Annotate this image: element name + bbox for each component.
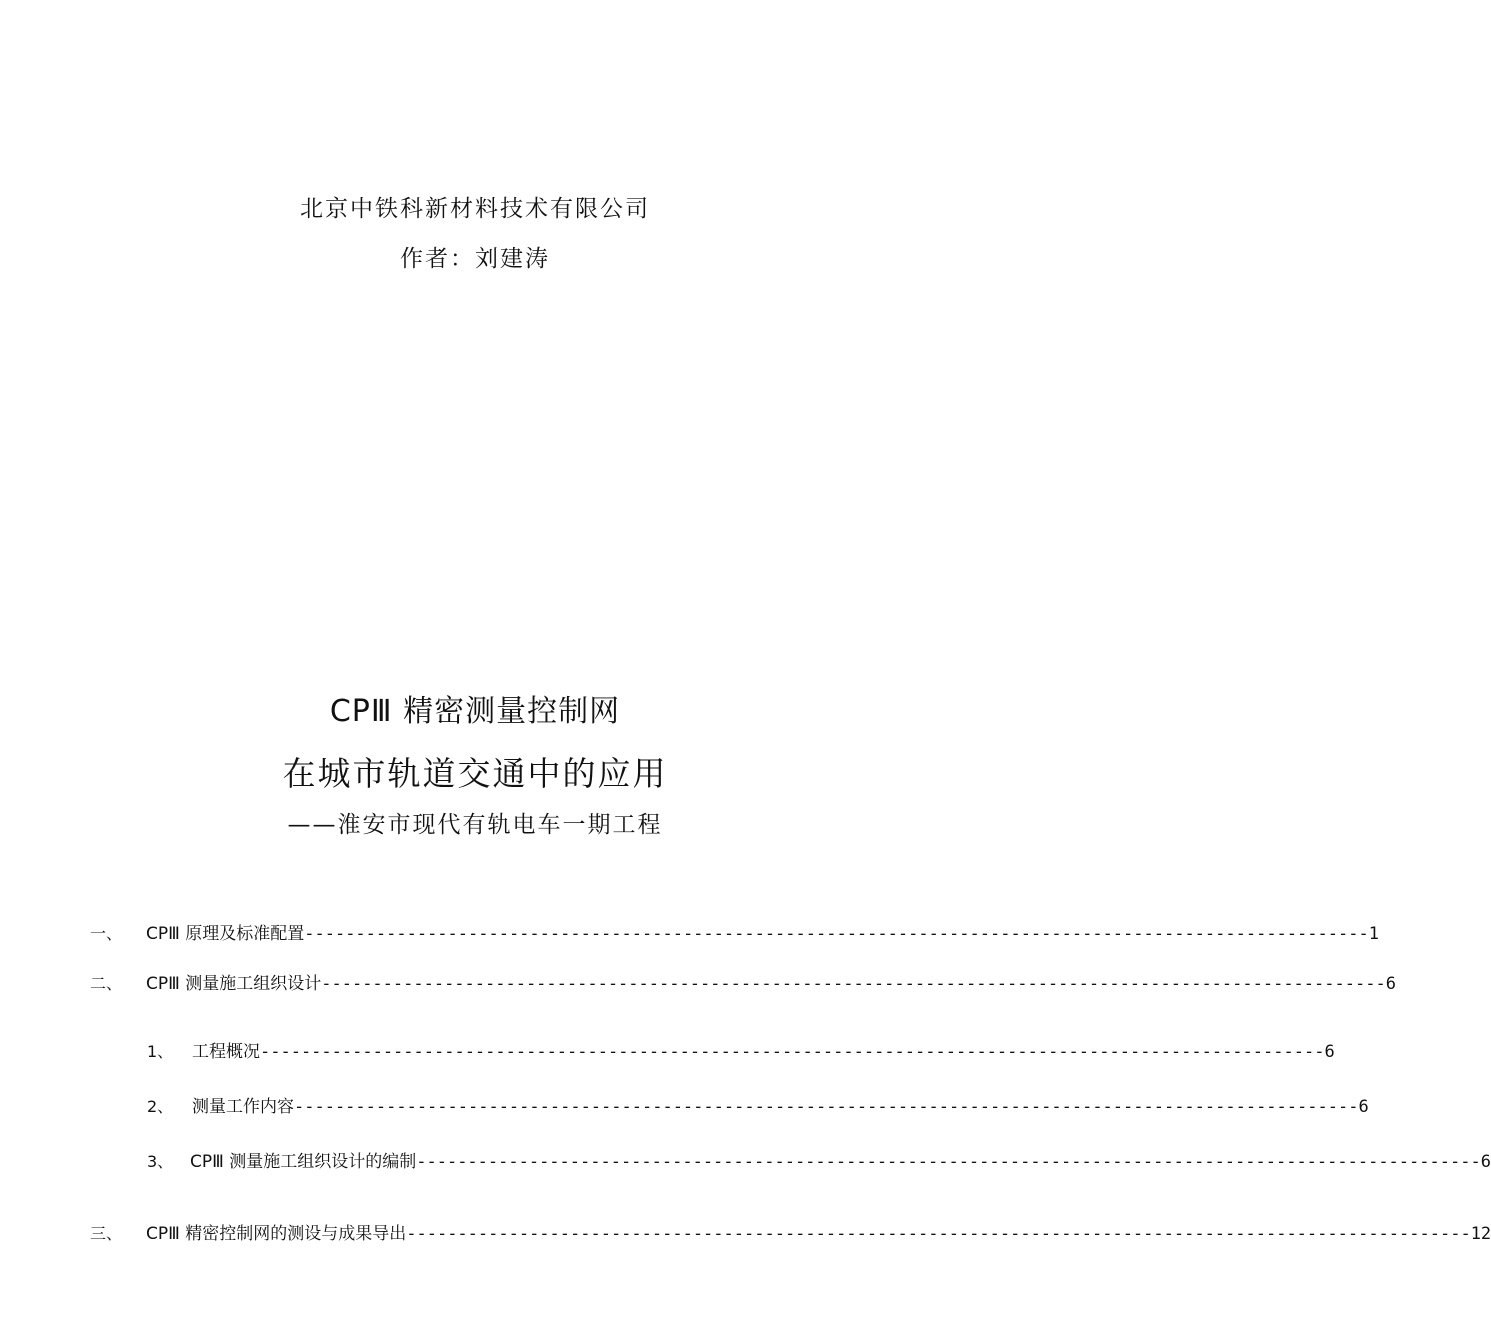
- toc-entry-page: 6: [1324, 1042, 1335, 1062]
- toc-entry-5[interactable]: [0, 1148, 1491, 1176]
- toc-leader: --------------------------------------------------------------------------------------------------------: [406, 1224, 1471, 1244]
- toc-leader: --------------------------------------------------------------------------------------------------------: [416, 1152, 1481, 1172]
- toc-entry-number: 1、: [147, 1042, 174, 1061]
- toc-entry-page: 6: [1480, 1152, 1491, 1172]
- toc-entry-title: CPⅢ 测量施工组织设计: [146, 974, 322, 994]
- toc-entry-2[interactable]: [0, 970, 1396, 998]
- toc-entry-number: 一、: [90, 924, 123, 943]
- toc-entry-title: CPⅢ 精密控制网的测设与成果导出: [146, 1224, 407, 1244]
- toc-entry-title: 工程概况: [192, 1042, 260, 1062]
- toc-entry-number: 二、: [90, 974, 123, 993]
- document-title-line1: CPⅢ 精密测量控制网: [329, 694, 621, 729]
- document-subtitle: ——淮安市现代有轨电车一期工程: [287, 812, 663, 838]
- toc-leader: --------------------------------------------------------------------------------------------------------: [304, 924, 1369, 944]
- toc-entry-page: 1: [1368, 924, 1379, 944]
- company-name: 北京中铁科新材料技术有限公司: [300, 196, 650, 222]
- document-title-line2: 在城市轨道交通中的应用: [282, 754, 668, 793]
- toc-entry-number: 3、: [147, 1152, 174, 1171]
- toc-entry-1[interactable]: [0, 920, 1379, 948]
- toc-entry-number: 2、: [147, 1097, 174, 1116]
- toc-entry-6[interactable]: [0, 1220, 1491, 1248]
- toc-leader: --------------------------------------------------------------------------------------------------------: [321, 974, 1386, 994]
- toc-entry-number: 三、: [90, 1224, 123, 1243]
- toc-entry-page: 12: [1470, 1224, 1491, 1244]
- toc-leader: --------------------------------------------------------------------------------------------------------: [260, 1042, 1325, 1062]
- toc-entry-title: 测量工作内容: [192, 1097, 294, 1117]
- toc-entry-title: CPⅢ 原理及标准配置: [146, 924, 305, 944]
- toc-entry-page: 6: [1385, 974, 1396, 994]
- toc-entry-3[interactable]: [0, 1038, 1335, 1066]
- toc-entry-page: 6: [1358, 1097, 1369, 1117]
- toc-entry-4[interactable]: [0, 1093, 1369, 1121]
- toc-leader: --------------------------------------------------------------------------------------------------------: [294, 1097, 1359, 1117]
- toc-entry-title: CPⅢ 测量施工组织设计的编制: [190, 1152, 417, 1172]
- author-line: 作者：刘建涛: [400, 246, 550, 272]
